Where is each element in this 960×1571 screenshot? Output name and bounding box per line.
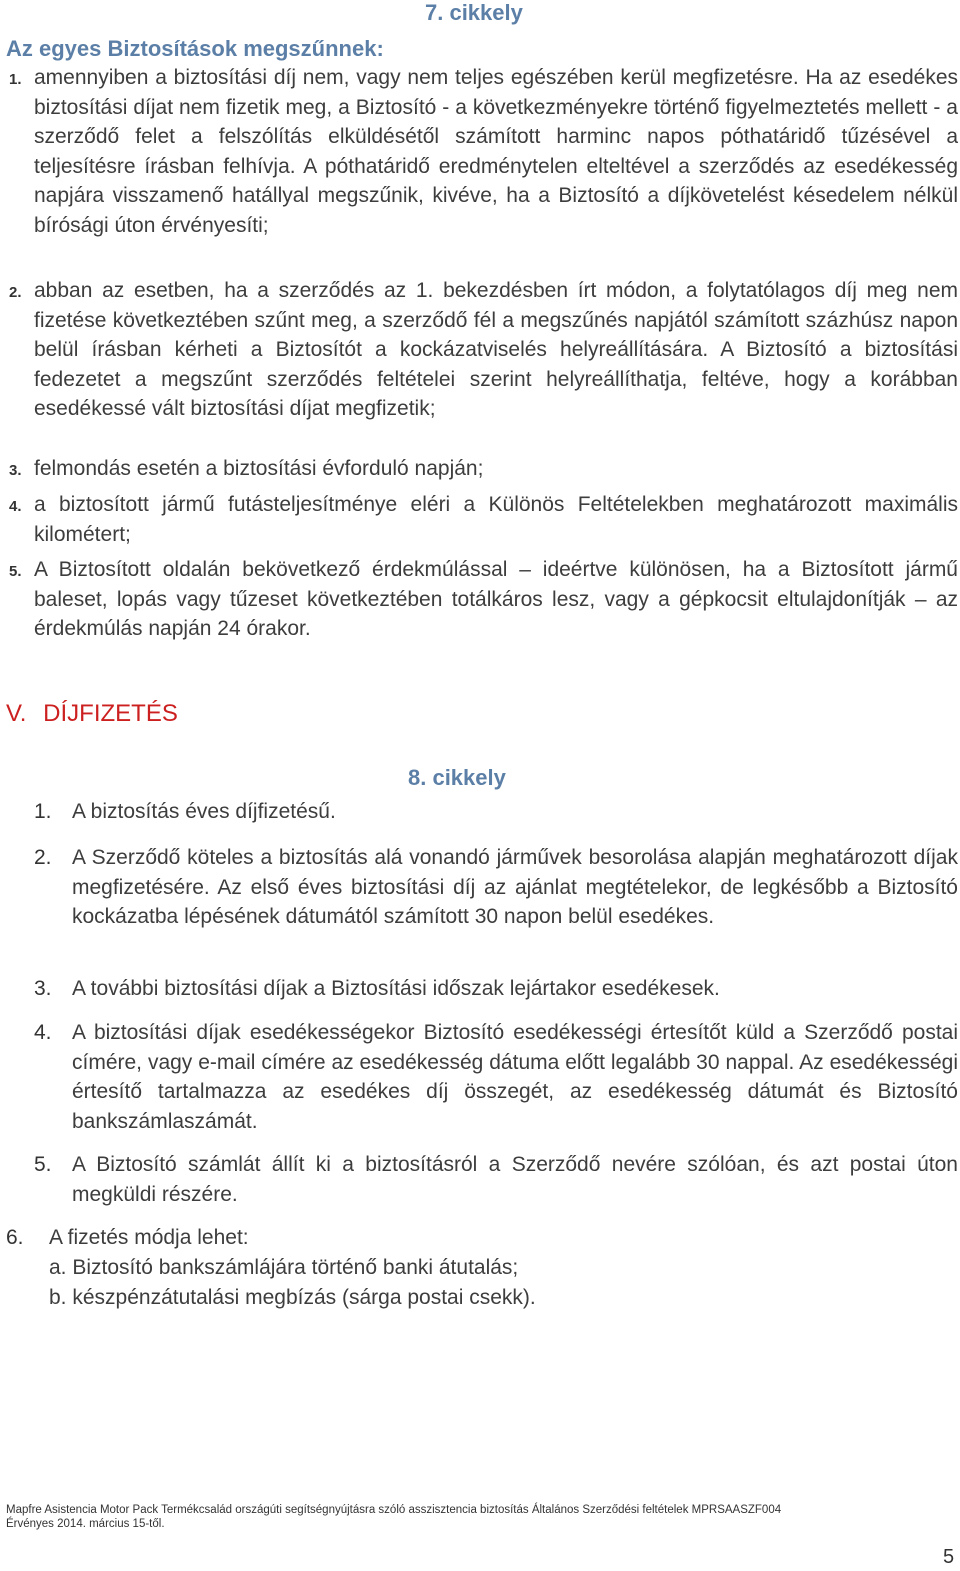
list-item-text: A Szerződő köteles a biztosítás alá vonandó járművek besorolása alapján meghatározott díjak megfizetésére. Az első éves biztosítási díj az ajánlat megtételekor, de legkésőbb a Biztosító kockázatba lépésének dátumától számított 30 napon belül esedékes.	[72, 846, 958, 928]
list-item-number: 1.	[9, 71, 22, 88]
section-roman: V.	[6, 700, 27, 727]
list-item-text: A biztosítási díjak esedékességekor Biztosító esedékességi értesítőt küld a Szerződő postai címére, vagy e-mail címére az esedékesség dátuma előtt legalább 30 nappal. Az esedékességi értesítő tartalmazza az esedékes díj összegét, az esedékesség dátumát és Biztosító bankszámlaszámát.	[72, 1021, 958, 1133]
list-item-number: 4.	[9, 498, 22, 515]
list-item-number: 2.	[9, 284, 22, 301]
section-heading	[6, 700, 178, 728]
list-item-number: 2.	[34, 846, 52, 869]
list-item-number: 5.	[9, 563, 22, 580]
section-title: DÍJFIZETÉS	[43, 700, 178, 727]
list-item-text: A Biztosított oldalán bekövetkező érdekmúlással – ideértve különösen, ha a Biztosított jármű baleset, lopás vagy tűzeset következtében totálkáros lesz, vagy a gépkocsit eltulajdonítják – az érdekmúlás napján 24 órakor.	[34, 558, 958, 640]
list-item-text: A biztosítás éves díjfizetésű.	[72, 800, 336, 823]
list-item-number: 4.	[34, 1021, 52, 1044]
list-item-text: A további biztosítási díjak a Biztosítási időszak lejártakor esedékesek.	[72, 977, 720, 1000]
page-footer	[6, 1503, 956, 1531]
list-item-text: a biztosított jármű futásteljesítménye eléri a Különös Feltételekben meghatározott maximális kilométert;	[34, 493, 958, 546]
list-item-text: A fizetés módja lehet:	[49, 1226, 249, 1249]
article-7-title: 7. cikkely	[425, 0, 523, 25]
list-item-text: amennyiben a biztosítási díj nem, vagy nem teljes egészében kerül megfizetésre. Ha az esedékes biztosítási díjat nem fizetik meg, a Biztosító - a következményekre történő figyelmeztetés mellett - a szerződő felet a felszólítás elküldésétől számított harminc napos póthatáridő tűzésével a teljesítésre írásban felhívja. A póthatáridő eredménytelen elteltével a szerződés az esedékesség napjára visszamenő hatállyal megszűnik, kivéve, ha a Biztosító a díjkövetelést késedelem nélkül bírósági úton érvényesíti;	[34, 66, 958, 237]
sub-list-item: a. Biztosító bankszámlájára történő banki átutalás;	[49, 1256, 519, 1279]
list-item-text: felmondás esetén a biztosítási évforduló napján;	[34, 457, 484, 480]
article-7-intro: Az egyes Biztosítások megszűnnek:	[6, 36, 384, 61]
list-item-text: A Biztosító számlát állít ki a biztosításról a Szerződő nevére szólóan, és azt postai úton megküldi részére.	[72, 1153, 958, 1206]
footer-line-2: Érvényes 2014. március 15-től.	[6, 1518, 165, 1530]
page-number: 5	[943, 1546, 955, 1568]
sub-list-item: b. készpénzátutalási megbízás (sárga postai csekk).	[49, 1286, 536, 1309]
article-8-title: 8. cikkely	[408, 765, 506, 790]
list-item-number: 1.	[34, 800, 52, 823]
footer-line-1: Mapfre Asistencia Motor Pack Termékcsalád országúti segítségnyújtásra szóló asszisztencia biztosítás Általános Szerződési feltételek MPRSAASZF004	[6, 1504, 782, 1516]
list-item-text: abban az esetben, ha a szerződés az 1. bekezdésben írt módon, a folytatólagos díj meg nem fizetése következtében szűnt meg, a szerződő fél a megszűnés napjától számított százhúsz napon belül írásban kérheti a Biztosítót a kockázatviselés helyreállítására. A Biztosító a biztosítási fedezetet a megszűnt szerződés feltételei szerint helyreállíthatja, feltéve, hogy a korábban esedékessé vált biztosítási díjat megfizetik;	[34, 279, 958, 420]
list-item-number: 3.	[34, 977, 52, 1000]
list-item-number: 6.	[6, 1226, 24, 1249]
list-item-number: 5.	[34, 1153, 52, 1176]
list-item-number: 3.	[9, 462, 22, 479]
